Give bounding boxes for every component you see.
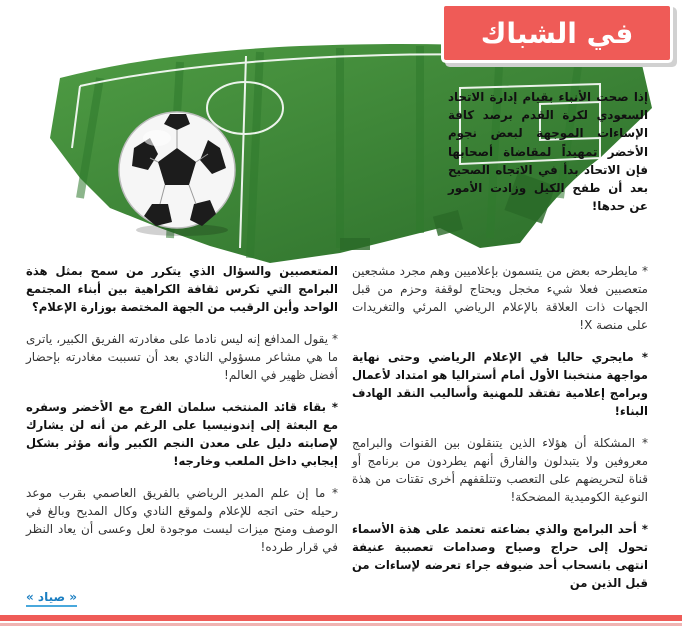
right-column xyxy=(352,262,648,592)
section-title-box xyxy=(444,6,670,60)
left-paragraph-3: * بقاء قائد المنتخب سلمان الفرج مع الأخضر وسفره مع البعثة إلى إندونيسيا على الرغم من أنه لن يشارك لإصابته دليل على معدن النجم الكبير وأنه مؤثر بشكل إيجابي داخل الملعب وخارجه! xyxy=(26,400,338,468)
right-paragraph-1: * مايطرحه بعض من يتسمون بإعلاميين وهم مجرد مشجعين متعصبين فعلا شيء مخجل ويحتاج لوقفة وحزم من قبل الجهات ذات العلاقة بالإعلام الرياضي المرئي والتغريدات على منصة X! xyxy=(352,264,648,332)
soccer-ball-icon xyxy=(112,108,242,238)
right-paragraph-2: * مايجري حاليا في الإعلام الرياضي وحتى نهاية مواجهة منتخبنا الأول أمام أستراليا هو امتداد لأعمال وبرامج إعلامية تفتقد للمهنية وأساليب النقد الهادف البناء! xyxy=(352,350,648,418)
right-paragraph-4: * أحد البرامج والذي بضاعته تعتمد على هذة الأسماء تحول إلى حراج وصياح وصدامات تعصبية عنيفة انتهى بانسحاب أحد ضيوفه جراء تعرضه لإساءات من قبل الذين من xyxy=(352,522,648,590)
section-title: في الشباك xyxy=(480,16,634,50)
intro-paragraph: إذا صحت الأنباء بقيام إدارة الاتحاد السعودي لكرة القدم برصد كافة الإساءات الموجهة لبعض نجوم الأخضر تمهيداً لمقاضاة أصحابها فإن الاتحاد بدأ في الاتجاه الصحيح بعد أن طفح الكيل وزادت الأمور عن حدها! xyxy=(448,90,648,214)
left-paragraph-2: * يقول المدافع إنه ليس نادما على مغادرته الفريق الكبير، ياترى ما هي مشاعر مسؤولي النادي بعد أن تسببت مغادرته بإحضار أفضل ظهير في العالم! xyxy=(26,332,338,382)
bottom-accent-bar xyxy=(0,615,682,621)
intro-paragraph-container xyxy=(448,88,648,215)
author-signature: « صياد » xyxy=(26,590,77,607)
left-paragraph-4: * ما إن علم المدير الرياضي بالفريق العاصمي بقرب موعد رحيله حتى اتجه للإعلام ولموقع النادي وكال المديح وبالغ في الوصف ومنح ميزات ليست موجودة لعل وعسى أن يعاد النظر في قرار طرده! xyxy=(26,486,338,554)
left-paragraph-1: المتعصبين والسؤال الذي يتكرر من سمح بمثل هذة البرامج التي تكرس ثقافة الكراهية بين أبناء المجتمع الواحد وأين الرقيب من الجهة المختصة بوزارة الإعلام؟ xyxy=(26,264,338,314)
left-column xyxy=(26,262,338,556)
right-paragraph-3: * المشكلة أن هؤلاء الذين يتنقلون بين القنوات والبرامج معروفين ولا يتبدلون والفارق أنهم يطردون من برنامج أو قناة لتحريضهم على التعصب وتتلقفهم أخرى تقتات من هذة النوعية الكوميدية المضحكة! xyxy=(352,436,648,504)
